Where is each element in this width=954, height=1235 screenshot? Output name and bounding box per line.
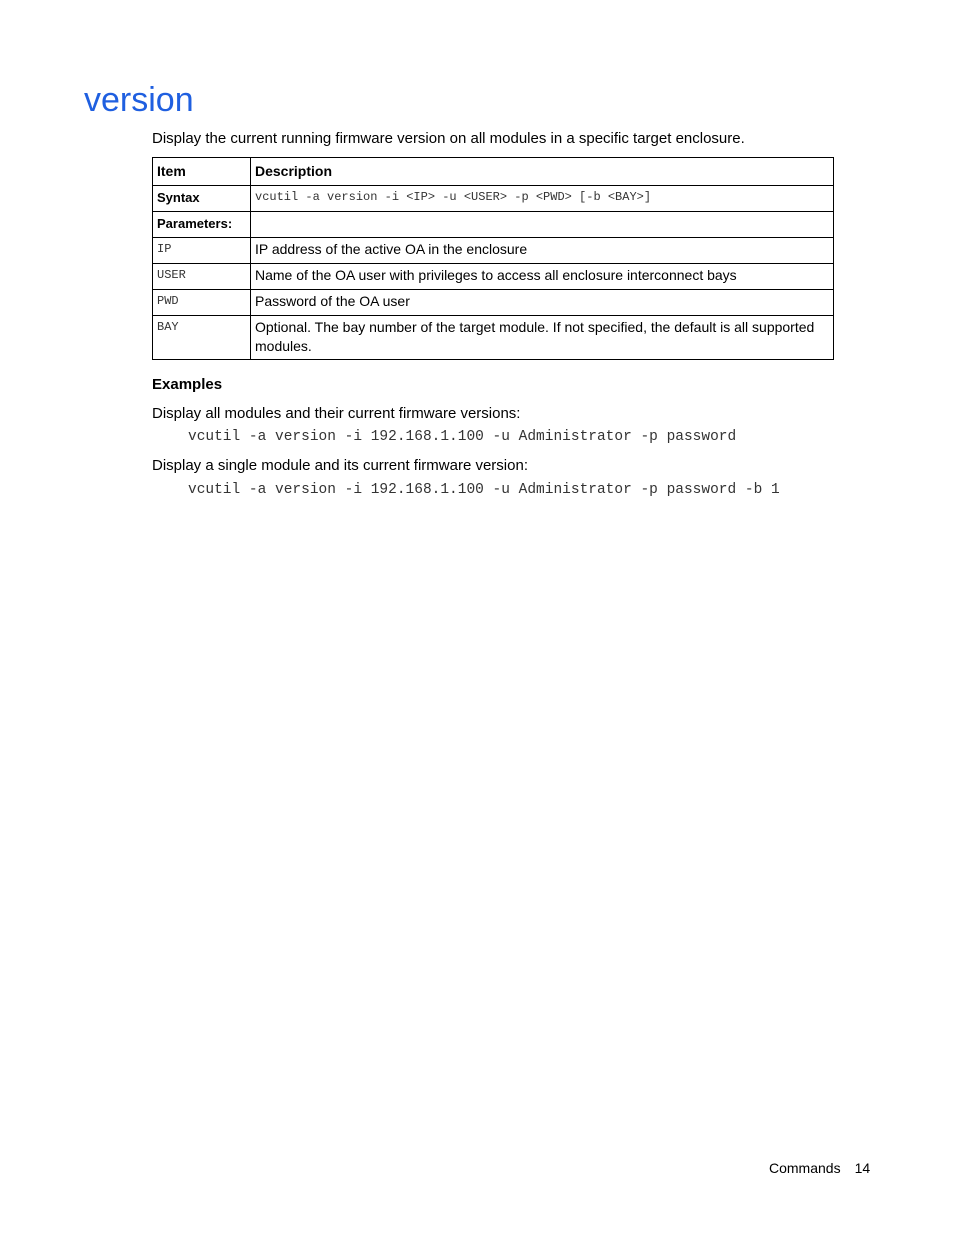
parameters-label: Parameters: xyxy=(153,212,251,238)
table-row xyxy=(153,290,834,316)
example-code: vcutil -a version -i 192.168.1.100 -u Administrator -p password -b 1 xyxy=(188,482,780,498)
param-name: IP xyxy=(153,238,251,264)
page-title: version xyxy=(84,81,194,119)
header-item: Item xyxy=(153,158,251,186)
syntax-row xyxy=(153,186,834,212)
table-header-row xyxy=(153,158,834,186)
parameters-empty xyxy=(251,212,834,238)
page-footer xyxy=(769,1158,870,1178)
parameters-row xyxy=(153,212,834,238)
syntax-label: Syntax xyxy=(153,186,251,212)
param-description: IP address of the active OA in the enclosure xyxy=(251,238,834,264)
param-name: USER xyxy=(153,264,251,290)
param-description: Name of the OA user with privileges to access all enclosure interconnect bays xyxy=(251,264,834,290)
table-row xyxy=(153,316,834,360)
param-name: PWD xyxy=(153,290,251,316)
syntax-value: vcutil -a version -i <IP> -u <USER> -p <PWD> [-b <BAY>] xyxy=(251,186,834,212)
param-description: Optional. The bay number of the target module. If not specified, the default is all supported modules. xyxy=(251,316,834,360)
examples-heading: Examples xyxy=(152,376,223,393)
parameters-table xyxy=(152,157,834,360)
example-code: vcutil -a version -i 192.168.1.100 -u Administrator -p password xyxy=(188,429,737,445)
param-description: Password of the OA user xyxy=(251,290,834,316)
example-description: Display all modules and their current firmware versions: xyxy=(152,405,521,422)
example-description: Display a single module and its current firmware version: xyxy=(152,457,528,474)
page-number: 14 xyxy=(854,1160,871,1176)
table-row xyxy=(153,238,834,264)
footer-section: Commands xyxy=(769,1160,841,1176)
param-name: BAY xyxy=(153,316,251,360)
table-row xyxy=(153,264,834,290)
intro-paragraph: Display the current running firmware version on all modules in a specific target enclosure. xyxy=(152,130,745,147)
header-description: Description xyxy=(251,158,834,186)
